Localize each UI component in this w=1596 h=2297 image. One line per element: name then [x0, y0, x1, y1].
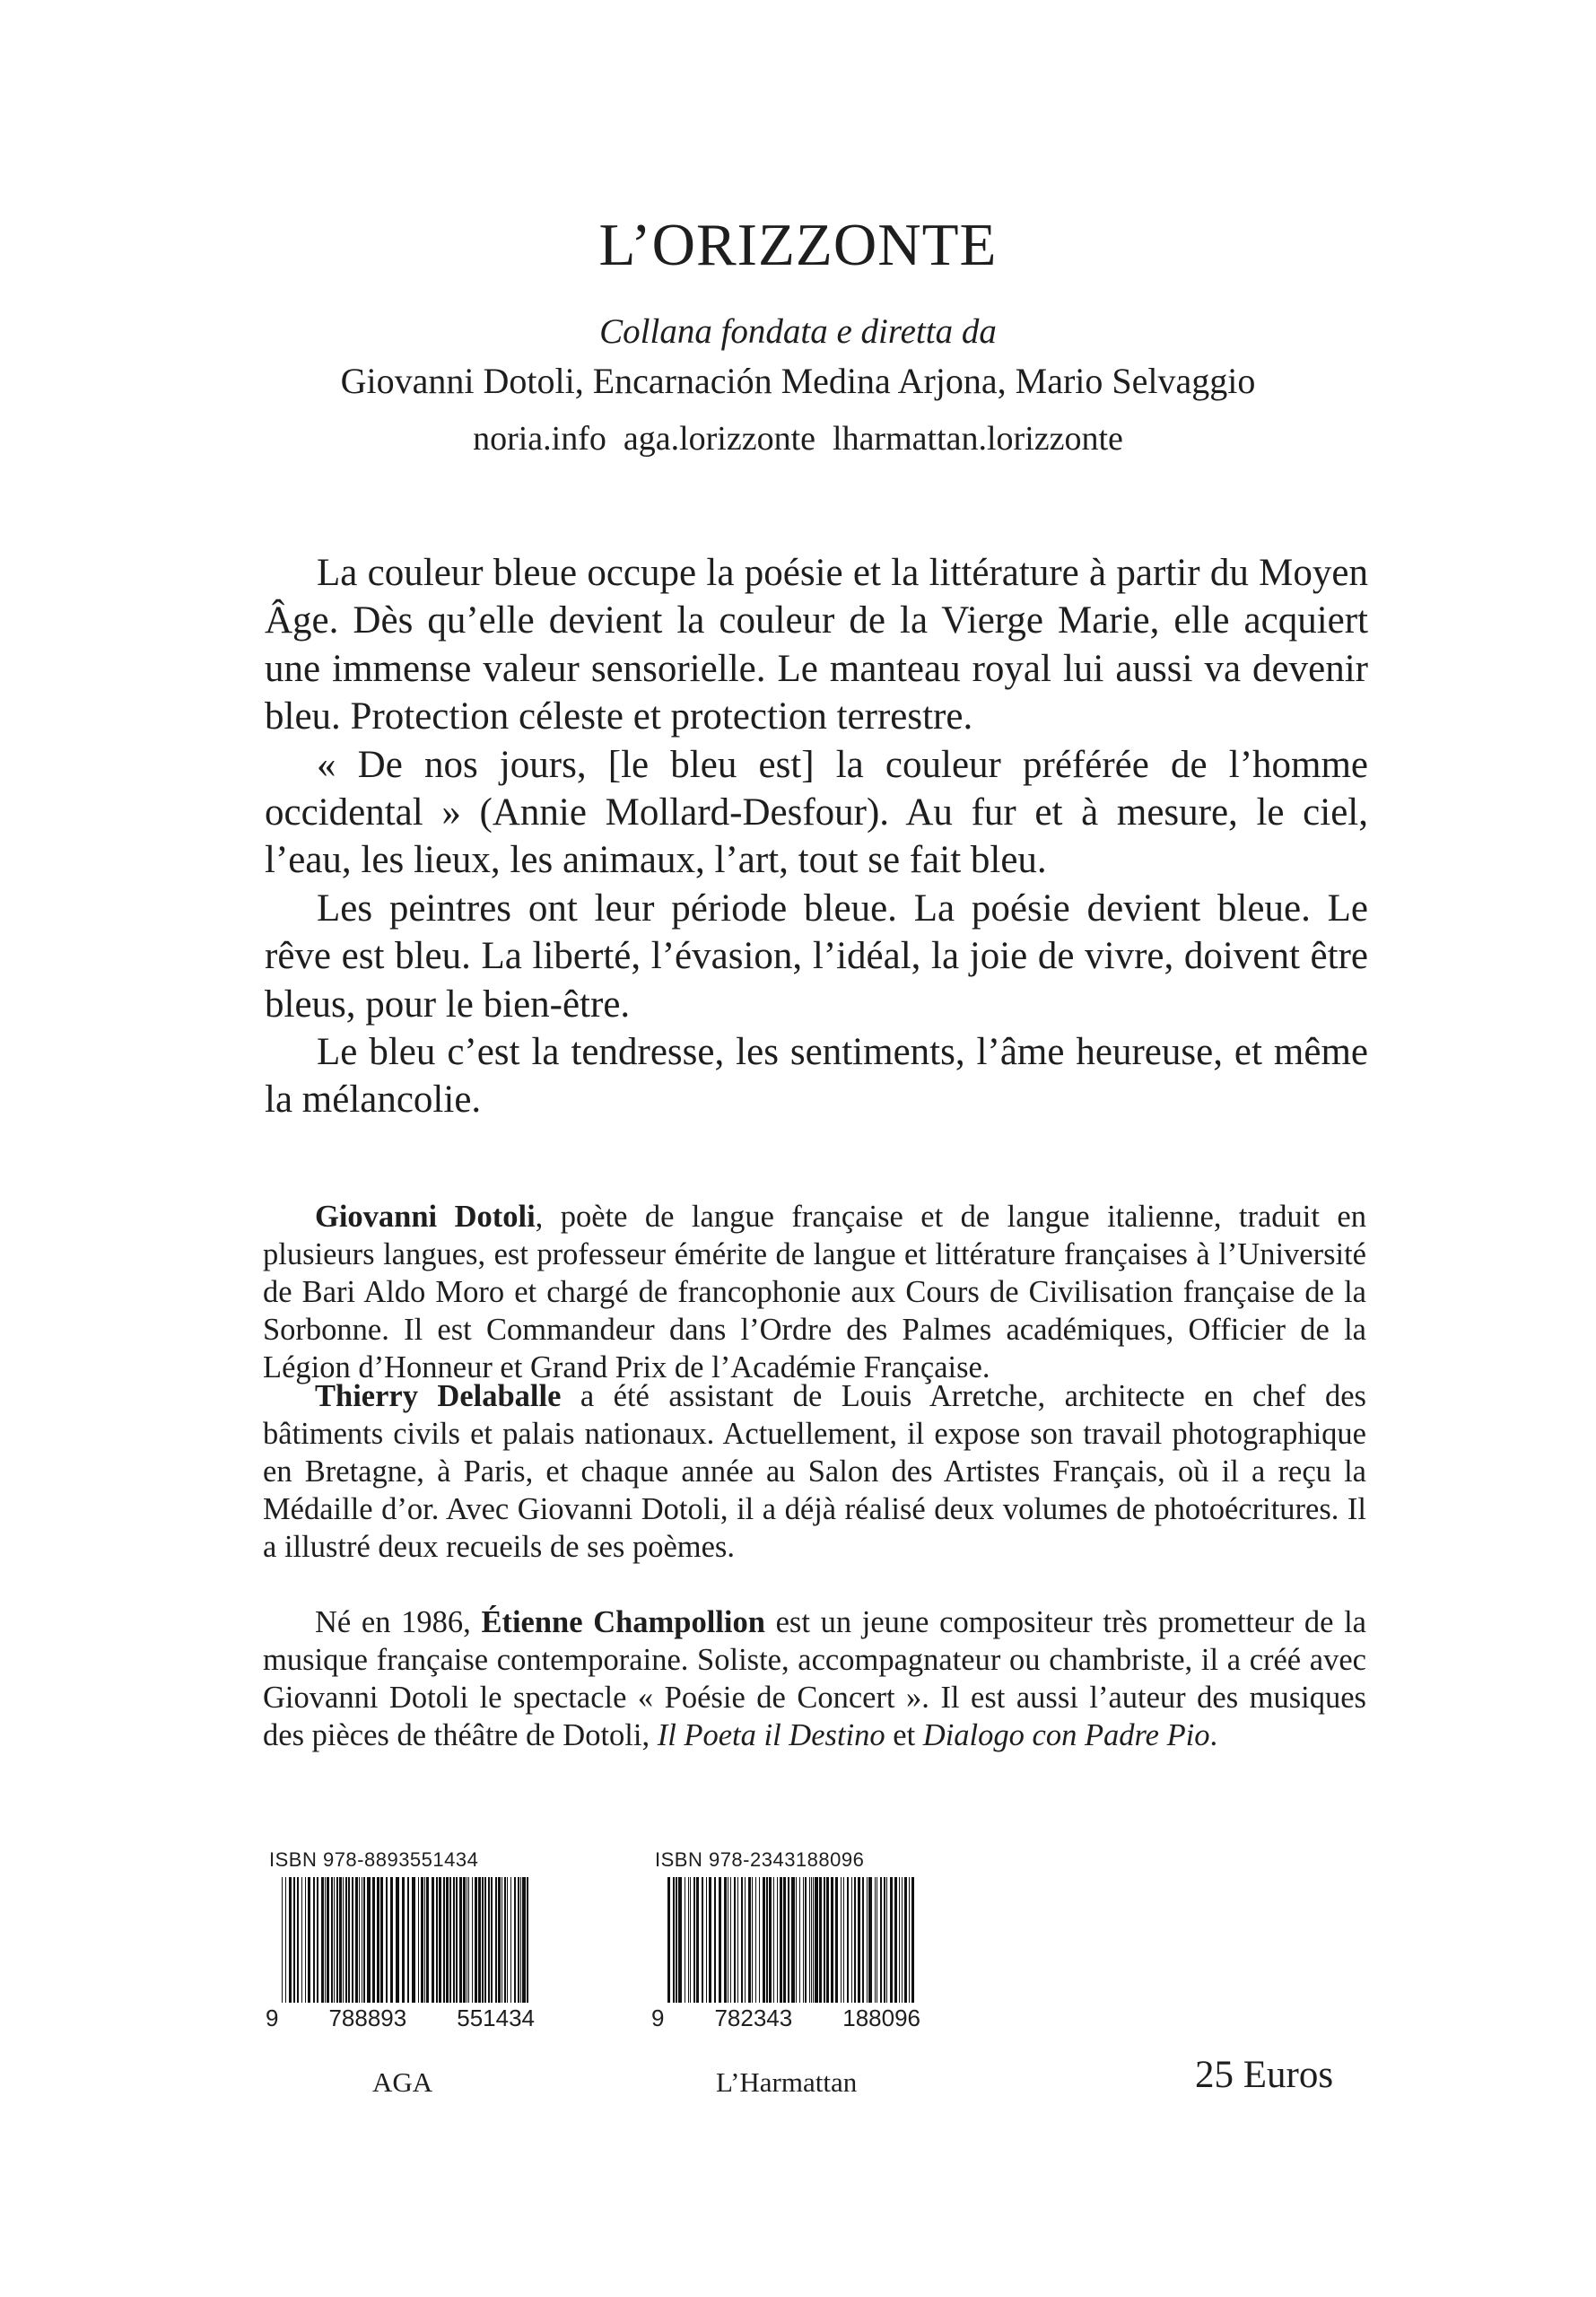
presentation-paragraph: Les peintres ont leur période bleue. La poésie devient bleue. Le rêve est bleu. La liberté, l’évasion, l’idéal, la joie de vivre, doivent être bleus, pour le bien-être. [265, 886, 1368, 1026]
publisher-harmattan: L’Harmattan [716, 2066, 858, 2098]
series-directors: Giovanni Dotoli, Encarnación Medina Arjona, Mario Selvaggio [340, 361, 1256, 401]
bio-text: est un jeune compositeur très prometteur de la musique française contemporaine. Soliste, accompagnateur ou chambriste, il a créé avec Giovanni Dotoli le spectacle « Poésie de Concert ». Il est aussi l’auteur des musiques des pièces de théâtre de Dotoli, [263, 1605, 1366, 1752]
presentation-paragraph: Le bleu c’est la tendresse, les sentiments, l’âme heureuse, et même la mélancolie. [265, 1031, 1368, 1122]
publisher-aga: AGA [372, 2066, 433, 2098]
bio-delaballe [263, 1377, 1366, 1566]
series-title: L’ORIZZONTE [598, 212, 998, 278]
work-title: Dialogo con Padre Pio [922, 1718, 1210, 1752]
isbn-label: ISBN 978-8893551434 [269, 1848, 479, 1871]
presentation-text [265, 549, 1368, 1124]
barcode-aga [266, 1850, 535, 2034]
bio-text: a été assistant de Louis Arretche, architecte en chef des bâtiments civils et palais nationaux. Actuellement, il expose son travail photographique en Bretagne, à Paris, et chaque année au Salon des Artistes Français, où il a reçu la Médaille d’or. Avec Giovanni Dotoli, il a déjà réalisé deux volumes de photoécritures. Il a illustré deux recueils de ses poèmes. [263, 1379, 1366, 1564]
barcode-digits: 9 788893 551434 [266, 2004, 535, 2031]
bio-champollion: Né en 1986, Étienne Champollion est un jeune compositeur très prometteur de la musique française contemporaine. Soliste, accompagnateur ou chambriste, il a créé avec Giovanni Dotoli le spectacle « Poésie de Concert ». Il est aussi l’auteur des musiques des pièces de théâtre de Dotoli, Il Poeta il Destino et Dialogo con Padre Pio. [263, 1605, 1366, 1752]
barcode-harmattan [651, 1850, 920, 2034]
bio-name: Thierry Delaballe [315, 1379, 562, 1413]
bio-name: Étienne Champollion [481, 1605, 765, 1639]
isbn-label: ISBN 978-2343188096 [655, 1848, 865, 1871]
presentation-paragraph: La couleur bleue occupe la poésie et la littérature à partir du Moyen Âge. Dès qu’elle devient la couleur de la Vierge Marie, elle acquiert une immense valeur sensorielle. Le manteau royal lui aussi va devenir bleu. Protection céleste et protection terrestre. [265, 552, 1368, 738]
barcode-bars [651, 1877, 920, 2008]
series-subtitle: Collana fondata e diretta da [599, 312, 997, 351]
barcode-bars [266, 1877, 535, 2008]
bio-name: Giovanni Dotoli [315, 1200, 536, 1234]
bio-dotoli [263, 1198, 1366, 1386]
series-links: noria.info aga.lorizzonte lharmattan.lorizzonte [473, 420, 1123, 458]
presentation-paragraph: « De nos jours, [le bleu est] la couleur préférée de l’homme occidental » (Annie Mollard-Desfour). Au fur et à mesure, le ciel, l’eau, les lieux, les animaux, l’art, tout se fait bleu. [265, 743, 1368, 882]
price: 25 Euros [1195, 2054, 1334, 2096]
barcode-digits: 9 782343 188096 [651, 2004, 920, 2031]
bio-text: , poète de langue française et de langue italienne, traduit en plusieurs langues, est professeur émérite de langue et littérature françaises à l’Université de Bari Aldo Moro et chargé de francophonie aux Cours de Civilisation française de la Sorbonne. Il est Commandeur dans l’Ordre des Palmes académiques, Officier de la Légion d’Honneur et Grand Prix de l’Académie Française. [263, 1200, 1366, 1384]
work-title: Il Poeta il Destino [657, 1718, 885, 1752]
bio-prefix: Né en 1986, [315, 1605, 482, 1639]
